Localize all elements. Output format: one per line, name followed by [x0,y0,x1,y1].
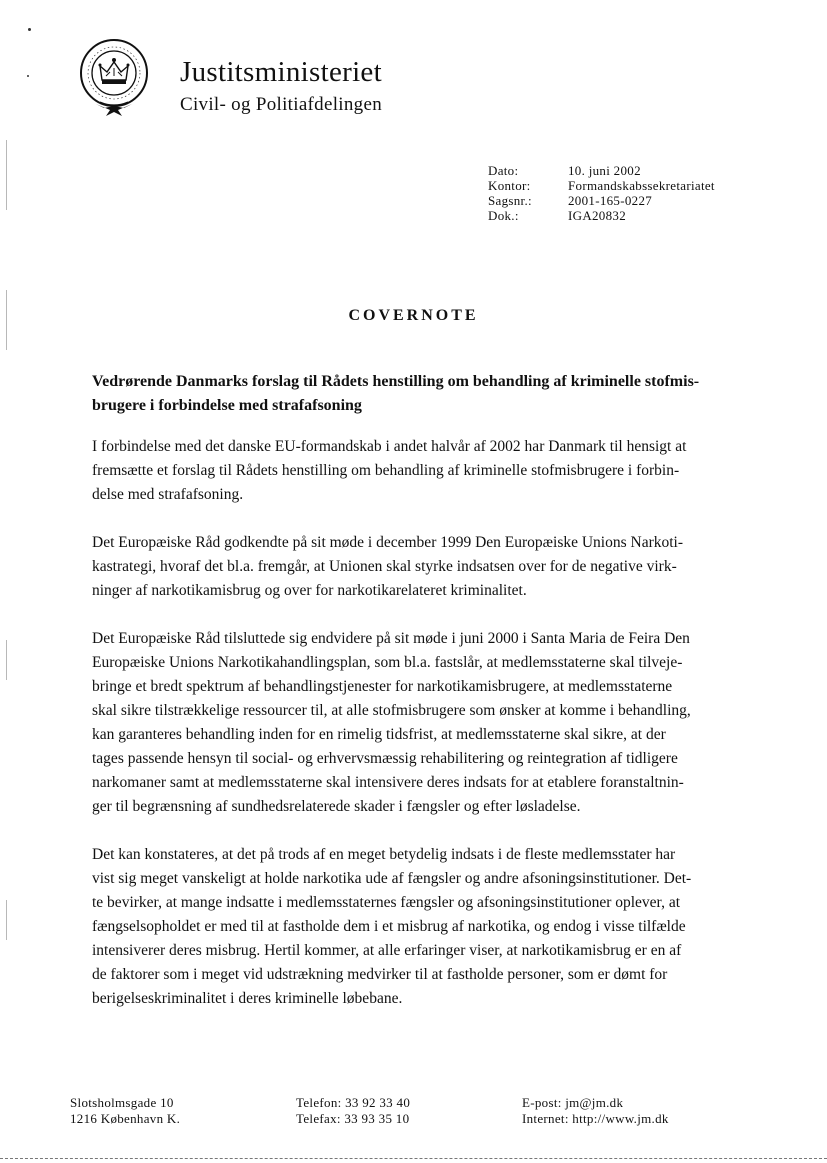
paragraph-line: kastrategi, hvoraf det bl.a. fremgår, at Unionen skal styrke indsatsen over for de negative virk- [92,558,677,575]
scan-edge-line [6,140,7,210]
paragraph-line: ninger af narkotikamisbrug og over for narkotikarelateret kriminalitet. [92,582,527,599]
document-title: COVERNOTE [348,307,479,324]
meta-row-office [488,178,715,193]
paragraph-line: berigelseskriminalitet i deres kriminelle løbebane. [92,990,403,1007]
subject-heading [92,370,742,418]
paragraph-line: te bevirker, at mange indsatte i medlemsstaternes fængsler og afsoningsinstitutioner oplever, at [92,894,681,911]
ministry-seal [76,36,154,120]
paragraph-line: intensiverer deres misbrug. Hertil kommer, at alle erfaringer viser, at narkotikamisbrug er en af [92,942,682,959]
document-body [92,370,742,1035]
footer-email-line: E-post: jm@jm.dk [522,1095,624,1110]
scan-edge-line [6,640,7,680]
meta-row-document [488,208,715,223]
paragraph-line: Det Europæiske Råd godkendte på sit møde i december 1999 Den Europæiske Unions Narkoti- [92,534,684,551]
meta-label: Sagsnr.: [488,193,532,208]
footer-phone-line: Telefon: 33 92 33 40 [296,1095,411,1110]
meta-label: Dato: [488,163,519,178]
meta-value: 2001-165-0227 [568,193,653,208]
paragraph-line: Europæiske Unions Narkotikahandlingsplan, som bl.a. fastslår, at medlemsstaterne skal tilveje- [92,654,683,671]
footer-address-line: Slotsholmsgade 10 [70,1095,174,1110]
paragraph-line: narkomaner samt at medlemsstaterne skal intensivere deres indsats for at etablere foranstaltnin- [92,774,684,791]
paragraph-line: fremsætte et forslag til Rådets henstilling om behandling af kriminelle stofmisbrugere i forbin- [92,462,680,479]
ministry-name: Justitsministeriet [180,56,382,88]
footer-fax-line: Telefax: 33 93 35 10 [296,1111,410,1126]
meta-value: IGA20832 [568,208,627,223]
footer-phone [296,1095,410,1127]
subject-line: brugere i forbindelse med strafafsoning [92,397,362,414]
meta-value: Formandskabssekretariatet [568,178,715,193]
paragraph-line: skal sikre tilstrækkelige ressourcer til, at alle stofmisbrugere som ønsker at komme i behandling, [92,702,691,719]
meta-row-case-number [488,193,715,208]
body-paragraph [92,531,742,603]
meta-label: Kontor: [488,178,531,193]
body-paragraph [92,435,742,507]
department-name: Civil- og Politiafdelingen [180,94,383,115]
scan-edge-line [6,900,7,940]
scan-bottom-edge [0,1158,827,1159]
crown-seal-icon [76,36,154,120]
paragraph-line: bringe et bredt spektrum af behandlingstjenester for narkotikamisbrugere, at medlemsstaterne [92,678,673,695]
meta-value: 10. juni 2002 [568,163,641,178]
paragraph-line: ger til begrænsning af sundhedsrelaterede skader i fængsler og efter løsladelse. [92,798,581,815]
paragraph-line: de faktorer som i meget vid udstrækning medvirker til at fastholde personer, som er dømt for [92,966,668,983]
subject-line: Vedrørende Danmarks forslag til Rådets henstilling om behandling af kriminelle stofmis- [92,373,700,390]
paragraph-line: I forbindelse med det danske EU-formandskab i andet halvår af 2002 har Danmark til hensigt at [92,438,687,455]
body-paragraph [92,843,742,1011]
paragraph-line: delse med strafafsoning. [92,486,244,503]
scan-speck [27,75,29,77]
paragraph-line: vist sig meget vanskeligt at holde narkotika ude af fængsler og andre afsoningsinstitutioner. Det- [92,870,692,887]
footer-address [70,1095,180,1127]
footer-online [522,1095,669,1127]
body-paragraph [92,627,742,819]
footer-website-line: Internet: http://www.jm.dk [522,1111,669,1126]
paragraph-line: fængselsopholdet er med til at fastholde dem i et misbrug af narkotika, og endog i visse tilfælde [92,918,686,935]
meta-row-date [488,163,715,178]
meta-label: Dok.: [488,208,519,223]
document-meta [488,163,715,223]
scan-speck [28,28,31,31]
paragraph-line: Det Europæiske Råd tilsluttede sig endvidere på sit møde i juni 2000 i Santa Maria de Feira Den [92,630,690,647]
paragraph-line: kan garanteres behandling inden for en rimelig tidsfrist, at medlemsstaterne skal sikre, at der [92,726,666,743]
footer-address-line: 1216 København K. [70,1111,181,1126]
paragraph-line: Det kan konstateres, at det på trods af en meget betydelig indsats i de fleste medlemsstater har [92,846,676,863]
paragraph-line: tages passende hensyn til social- og erhvervsmæssig rehabilitering og reintegration af tidligere [92,750,678,767]
